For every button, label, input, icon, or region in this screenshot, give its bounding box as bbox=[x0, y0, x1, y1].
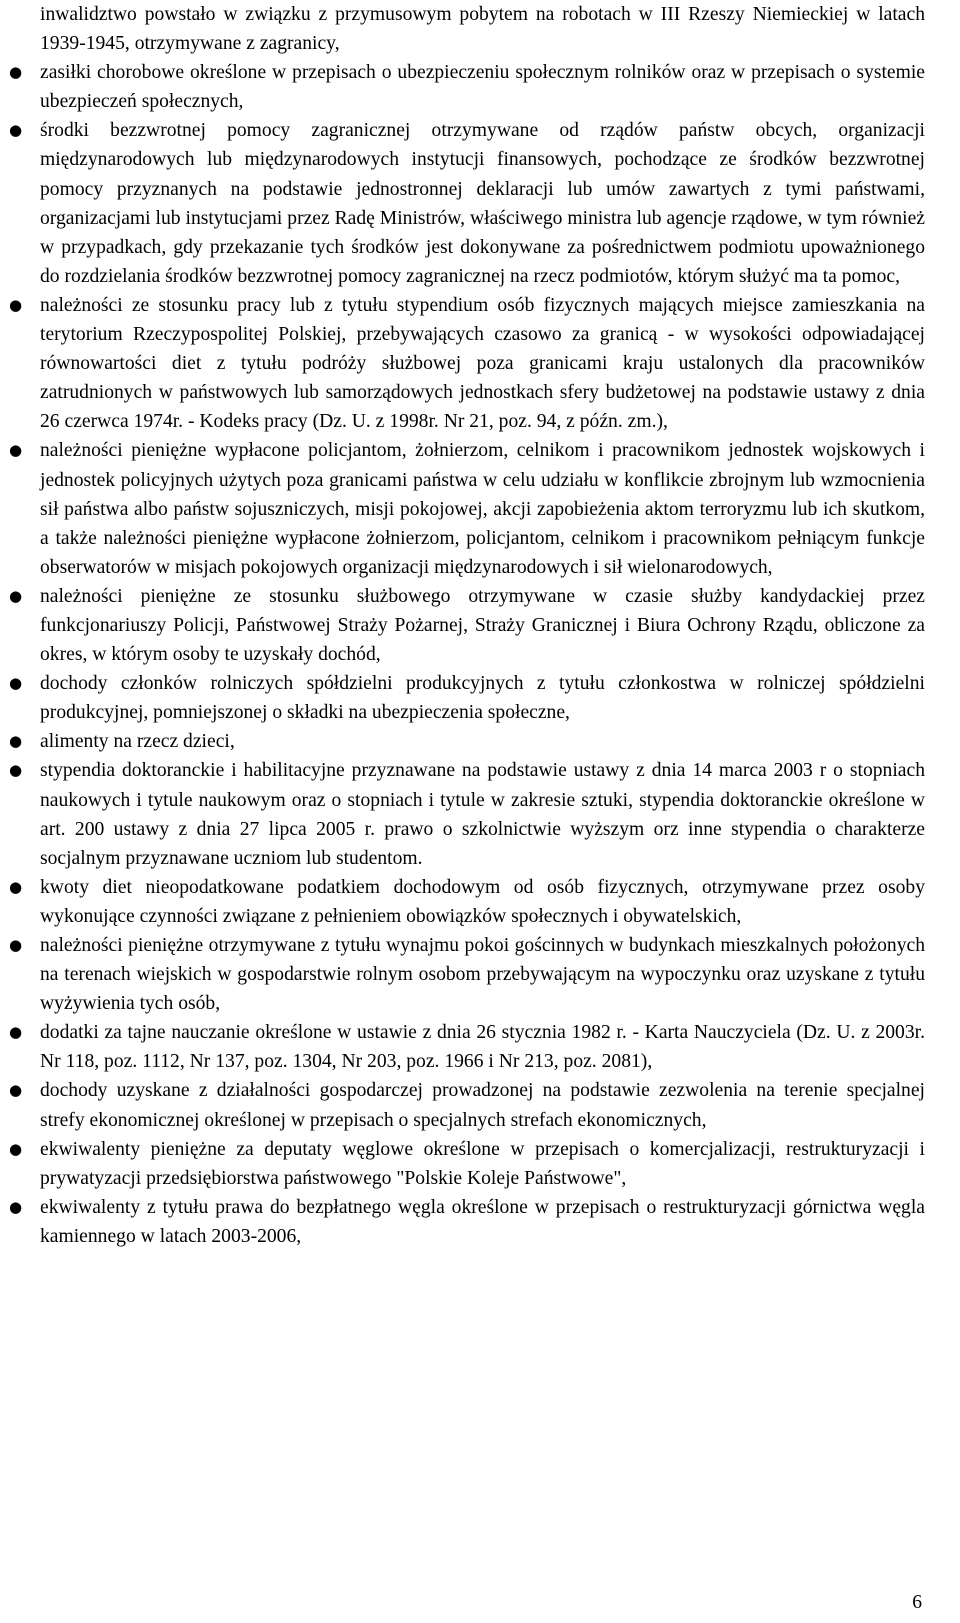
list-item-text: dodatki za tajne nauczanie określone w ustawie z dnia 26 stycznia 1982 r. - Karta Nauczyciela (Dz. U. z 2003r. Nr 118, poz. 1112, Nr 137, poz. 1304, Nr 203, poz. 1966 i Nr 213, poz. 2081), bbox=[40, 1022, 925, 1073]
list-item bbox=[9, 1076, 925, 1134]
list-item-text: należności pieniężne wypłacone policjantom, żołnierzom, celnikom i pracownikom jednostek wojskowych i jednostek policyjnych użytych poza granicami państwa w celu udziału w konflikcie zbrojnym lub wzmocnienia sił państwa albo państw sojuszniczych, misji pokojowej, akcji zapobieżenia aktom terroryzmu lub ich skutkom, a także należności pieniężne wypłacone żołnierzom, policjantom, celnikom i pracownikom pełniącym funkcje obserwatorów w misjach pokojowych organizacji międzynarodowych i sił wielonarodowych, bbox=[40, 440, 925, 578]
list-item bbox=[9, 291, 925, 436]
bullet-icon: ● bbox=[9, 877, 23, 896]
bullet-icon: ● bbox=[9, 761, 23, 780]
page-number: 6 bbox=[912, 1592, 922, 1613]
bullet-icon: ● bbox=[9, 732, 23, 751]
list-item-text: zasiłki chorobowe określone w przepisach o ubezpieczeniu społecznym rolników oraz w przepisach o systemie ubezpieczeń społecznych, bbox=[40, 62, 925, 113]
list-item bbox=[9, 931, 925, 1018]
list-item bbox=[9, 727, 925, 756]
bullet-icon: ● bbox=[9, 1081, 23, 1100]
bullet-icon: ● bbox=[9, 295, 23, 314]
list-item-text: należności pieniężne otrzymywane z tytułu wynajmu pokoi gościnnych w budynkach mieszkalnych położonych na terenach wiejskich w gospodarstwie rolnym osobom przebywającym na wypoczynku oraz uzyskane z tytułu wyżywienia tych osób, bbox=[40, 935, 925, 1015]
bullet-icon: ● bbox=[9, 674, 23, 693]
list-item-text: ekwiwalenty pieniężne za deputaty węglowe określone w przepisach o komercjalizacji, restrukturyzacji i prywatyzacji przedsiębiorstwa państwowego "Polskie Koleje Państwowe", bbox=[40, 1138, 925, 1189]
list-item bbox=[9, 582, 925, 669]
list-item bbox=[9, 436, 925, 581]
bullet-icon: ● bbox=[9, 586, 23, 605]
list-item-text: kwoty diet nieopodatkowane podatkiem dochodowym od osób fizycznych, otrzymywane przez osoby wykonujące czynności związane z pełnieniem obowiązków społecznych i obywatelskich, bbox=[40, 876, 925, 927]
lead-paragraph: inwalidztwo powstało w związku z przymusowym pobytem na robotach w III Rzeszy Niemieckiej w latach 1939-1945, otrzymywane z zagranicy, bbox=[40, 4, 925, 55]
list-item-text: środki bezzwrotnej pomocy zagranicznej otrzymywane od rządów państw obcych, organizacji międzynarodowych lub międzynarodowych instytucji finansowych, pochodzące ze środków bezzwrotnej pomocy przyznanych na podstawie jednostronnej deklaracji lub umów zawartych z tymi państwami, organizacjami lub instytucjami przez Radę Ministrów, właściwego ministra lub agencje rządowe, w tym również w przypadkach, gdy przekazanie tych środków jest dokonywane za pośrednictwem podmiotu upoważnionego do rozdzielania środków bezzwrotnej pomocy zagranicznej na rzecz podmiotów, którym służyć ma ta pomoc, bbox=[40, 120, 925, 287]
list-item-text: dochody uzyskane z działalności gospodarczej prowadzonej na podstawie zezwolenia na terenie specjalnej strefy ekonomicznej określonej w przepisach o specjalnych strefach ekonomicznych, bbox=[40, 1080, 925, 1131]
list-item-text: ekwiwalenty z tytułu prawa do bezpłatnego węgla określone w przepisach o restrukturyzacji górnictwa węgla kamiennego w latach 2003-2006, bbox=[40, 1196, 925, 1247]
list-item bbox=[9, 58, 925, 116]
document-body bbox=[9, 0, 925, 1251]
list-item-text: należności pieniężne ze stosunku służbowego otrzymywane w czasie służby kandydackiej przez funkcjonariuszy Policji, Państwowej Straży Pożarnej, Straży Granicznej i Biura Ochrony Rządu, obliczone za okres, w którym osoby te uzyskały dochód, bbox=[40, 585, 925, 666]
list-item-text: należności ze stosunku pracy lub z tytułu stypendium osób fizycznych mających miejsce zamieszkania na terytorium Rzeczypospolitej Polskiej, przebywających czasowo za granicą - w wysokości odpowiadającej równowartości diet z tytułu podróży służbowej poza granicami kraju ustalonych dla pracowników zatrudnionych w państwowych lub samorządowych jednostkach sfery budżetowej na podstawie ustawy z dnia 26 czerwca 1974r. - Kodeks pracy (Dz. U. z 1998r. Nr 21, poz. 94, z późn. zm.), bbox=[40, 294, 925, 433]
list-item bbox=[9, 116, 925, 291]
bullet-icon: ● bbox=[9, 1023, 23, 1042]
bullet-icon: ● bbox=[9, 936, 23, 954]
list-item bbox=[9, 1018, 925, 1076]
list-item bbox=[9, 873, 925, 931]
bullet-list bbox=[9, 58, 925, 1251]
list-item bbox=[9, 1135, 925, 1193]
bullet-icon: ● bbox=[9, 63, 23, 82]
list-item bbox=[9, 669, 925, 727]
list-item bbox=[9, 1193, 925, 1251]
list-item-text: alimenty na rzecz dzieci, bbox=[40, 731, 235, 753]
bullet-icon: ● bbox=[9, 1139, 23, 1158]
list-item-text: stypendia doktoranckie i habilitacyjne przyznawane na podstawie ustawy z dnia 14 marca 2003 r o stopniach naukowych i tytule naukowym oraz o stopniach i tytule w zakresie sztuki, stypendia doktoranckie określone w art. 200 ustawy z dnia 27 lipca 2005 r. prawo o szkolnictwie wyższym orz inne stypendia o charakterze socjalnym przyznawane uczniom lub studentom. bbox=[40, 760, 925, 869]
bullet-icon: ● bbox=[9, 1197, 23, 1216]
list-item-text: dochody członków rolniczych spółdzielni produkcyjnych z tytułu członkostwa w rolniczej spółdzielni produkcyjnej, pomniejszonej o składki na ubezpieczenia społeczne, bbox=[40, 673, 925, 724]
bullet-icon: ● bbox=[9, 121, 23, 140]
bullet-icon: ● bbox=[9, 441, 23, 460]
list-item bbox=[9, 756, 925, 872]
